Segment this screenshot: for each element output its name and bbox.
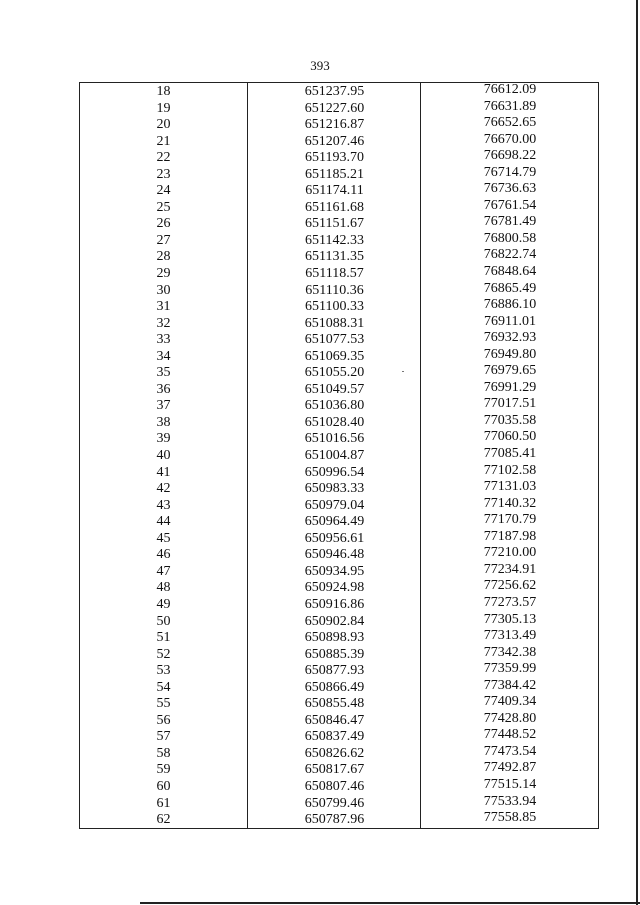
- northing-value: 76886.10: [483, 297, 537, 313]
- northing-value: 77533.94: [483, 793, 537, 809]
- easting-value: 651185.21: [305, 166, 364, 182]
- northing-value: 76631.89: [483, 98, 537, 114]
- point-number: 27: [156, 232, 171, 248]
- point-number: 51: [156, 630, 171, 646]
- point-number: 47: [156, 563, 171, 579]
- point-number: 49: [156, 596, 171, 612]
- northing-value: 76949.80: [483, 346, 537, 362]
- easting-value: 651110.36: [305, 282, 364, 298]
- easting-value: 650885.39: [304, 646, 365, 662]
- northing-value: 77102.58: [483, 462, 537, 478]
- point-number: 28: [156, 249, 171, 265]
- northing-value: 77060.50: [483, 429, 537, 445]
- easting-value: 651227.60: [304, 100, 365, 116]
- point-number: 57: [156, 729, 171, 745]
- easting-value: 650846.47: [304, 712, 365, 728]
- point-number: 24: [156, 183, 171, 199]
- point-number: 42: [156, 481, 171, 497]
- northing-value: 77313.49: [483, 628, 537, 644]
- point-number: 37: [156, 398, 171, 414]
- easting-value: 651036.80: [304, 398, 365, 414]
- northing-value: 76911.01: [484, 313, 536, 329]
- easting-value: 650946.48: [304, 547, 365, 563]
- easting-value: 650787.96: [304, 812, 365, 828]
- point-number: 35: [156, 365, 171, 381]
- point-number: 29: [156, 266, 171, 282]
- northing-value: 77131.03: [483, 479, 537, 495]
- northing-value: 76800.58: [483, 230, 537, 246]
- northing-value: 77035.58: [483, 412, 537, 428]
- point-number: 53: [156, 663, 171, 679]
- northing-value: 77359.99: [483, 661, 537, 677]
- easting-value: 651100.33: [305, 299, 364, 315]
- easting-value: 650898.93: [304, 630, 365, 646]
- point-number: 52: [156, 646, 171, 662]
- northing-value: 76652.65: [483, 115, 537, 131]
- easting-value: 650902.84: [304, 613, 365, 629]
- northing-value: 77140.32: [483, 495, 537, 511]
- easting-value: 650826.62: [304, 745, 365, 761]
- point-number: 59: [156, 762, 171, 778]
- point-number: 44: [156, 514, 171, 530]
- point-number: 50: [156, 613, 171, 629]
- northing-value: 76979.65: [483, 363, 537, 379]
- northing-value: 77342.38: [483, 644, 537, 660]
- easting-value: 651237.95: [304, 84, 365, 99]
- easting-value: 651207.46: [304, 133, 365, 149]
- northing-value: 76670.00: [483, 131, 537, 147]
- northing-value: 76932.93: [483, 330, 537, 346]
- table-body: [80, 84, 598, 829]
- point-number: 32: [156, 315, 171, 331]
- northing-value: 77492.87: [483, 760, 537, 776]
- northing-value: 77428.80: [483, 710, 537, 726]
- northing-value: 77473.54: [483, 743, 537, 759]
- point-number: 36: [156, 381, 171, 397]
- northing-value: 76698.22: [483, 148, 537, 164]
- northing-value: 76991.29: [483, 379, 537, 395]
- easting-value: 650956.61: [304, 530, 365, 546]
- easting-value: 651193.70: [305, 150, 364, 166]
- point-number: 38: [156, 414, 171, 430]
- northing-value: 76736.63: [483, 181, 537, 197]
- easting-value: 651216.87: [304, 117, 365, 133]
- easting-value: 650996.54: [304, 464, 365, 480]
- northing-value: 76612.09: [483, 82, 537, 97]
- easting-value: 651161.68: [305, 199, 364, 215]
- easting-value: 651028.40: [304, 414, 365, 430]
- point-number: 18: [156, 84, 171, 99]
- northing-value: 77085.41: [483, 446, 537, 462]
- point-number: 40: [156, 448, 171, 464]
- point-number: 21: [156, 133, 171, 149]
- page-edge-right: [636, 0, 638, 905]
- northing-value: 77305.13: [483, 611, 537, 627]
- northing-value: 76822.74: [483, 247, 537, 263]
- northing-value: 77384.42: [483, 677, 537, 693]
- easting-value: 651069.35: [304, 348, 365, 364]
- point-number: 33: [156, 332, 171, 348]
- northing-value: 77187.98: [483, 528, 537, 544]
- northing-value: 77448.52: [483, 727, 537, 743]
- northing-value: 77210.00: [483, 545, 537, 561]
- easting-value: 650817.67: [304, 762, 365, 778]
- easting-value: 650877.93: [304, 663, 365, 679]
- northing-value: 76781.49: [483, 214, 537, 230]
- point-number: 39: [156, 431, 171, 447]
- easting-value: 650979.04: [304, 497, 365, 513]
- point-number: 46: [156, 547, 171, 563]
- easting-value: 650934.95: [304, 563, 365, 579]
- easting-value: 651142.33: [305, 232, 364, 248]
- easting-value: 651118.57: [305, 266, 364, 282]
- easting-value: 650964.49: [304, 514, 365, 530]
- point-number: 30: [156, 282, 171, 298]
- easting-value: 651016.56: [304, 431, 365, 447]
- easting-value: 650807.46: [304, 778, 365, 794]
- easting-value: 650916.86: [304, 596, 365, 612]
- easting-value: 651131.35: [305, 249, 364, 265]
- northing-value: 77256.62: [483, 578, 537, 594]
- easting-value: 651088.31: [304, 315, 365, 331]
- northing-value: 77558.85: [483, 810, 537, 826]
- point-number: 34: [156, 348, 171, 364]
- point-number: 25: [156, 199, 171, 215]
- page-number: 393: [310, 58, 330, 73]
- point-number: 61: [156, 795, 171, 811]
- page-edge-bottom: [140, 902, 640, 904]
- easting-value: 650924.98: [304, 580, 365, 596]
- easting-value: 651004.87: [304, 448, 365, 464]
- point-number: 55: [156, 696, 171, 712]
- point-number: 54: [156, 679, 171, 695]
- easting-value: 650837.49: [304, 729, 365, 745]
- easting-value: 650866.49: [304, 679, 365, 695]
- northing-value: 76714.79: [483, 164, 537, 180]
- point-number: 23: [156, 166, 171, 182]
- easting-value: 651049.57: [304, 381, 365, 397]
- point-number: 56: [156, 712, 171, 728]
- northing-value: 77170.79: [483, 512, 537, 528]
- point-number: 60: [156, 778, 171, 794]
- table-row: [80, 812, 598, 829]
- point-number: 48: [156, 580, 171, 596]
- easting-value: 650983.33: [304, 481, 365, 497]
- easting-value: 651174.11: [305, 183, 364, 199]
- easting-value: 650799.46: [304, 795, 365, 811]
- northing-value: 76848.64: [483, 264, 537, 280]
- northing-value: 77273.57: [483, 594, 537, 610]
- northing-value: 76865.49: [483, 280, 537, 296]
- easting-value: 650855.48: [304, 696, 365, 712]
- point-number: 45: [156, 530, 171, 546]
- northing-value: 77409.34: [483, 694, 537, 710]
- point-number: 41: [156, 464, 171, 480]
- easting-value: 651077.53: [304, 332, 365, 348]
- point-number: 58: [156, 745, 171, 761]
- easting-value: 651151.67: [305, 216, 364, 232]
- point-number: 62: [156, 812, 171, 828]
- point-number: 26: [156, 216, 171, 232]
- northing-value: 77017.51: [483, 396, 537, 412]
- point-number: 31: [156, 299, 171, 315]
- point-number: 19: [156, 100, 171, 116]
- northing-value: 77234.91: [483, 561, 537, 577]
- easting-value: 651055.20: [304, 365, 365, 381]
- northing-value: 76761.54: [483, 197, 537, 213]
- northing-value: 77515.14: [483, 776, 537, 792]
- point-number: 43: [156, 497, 171, 513]
- point-number: 20: [156, 117, 171, 133]
- point-number: 22: [156, 150, 171, 166]
